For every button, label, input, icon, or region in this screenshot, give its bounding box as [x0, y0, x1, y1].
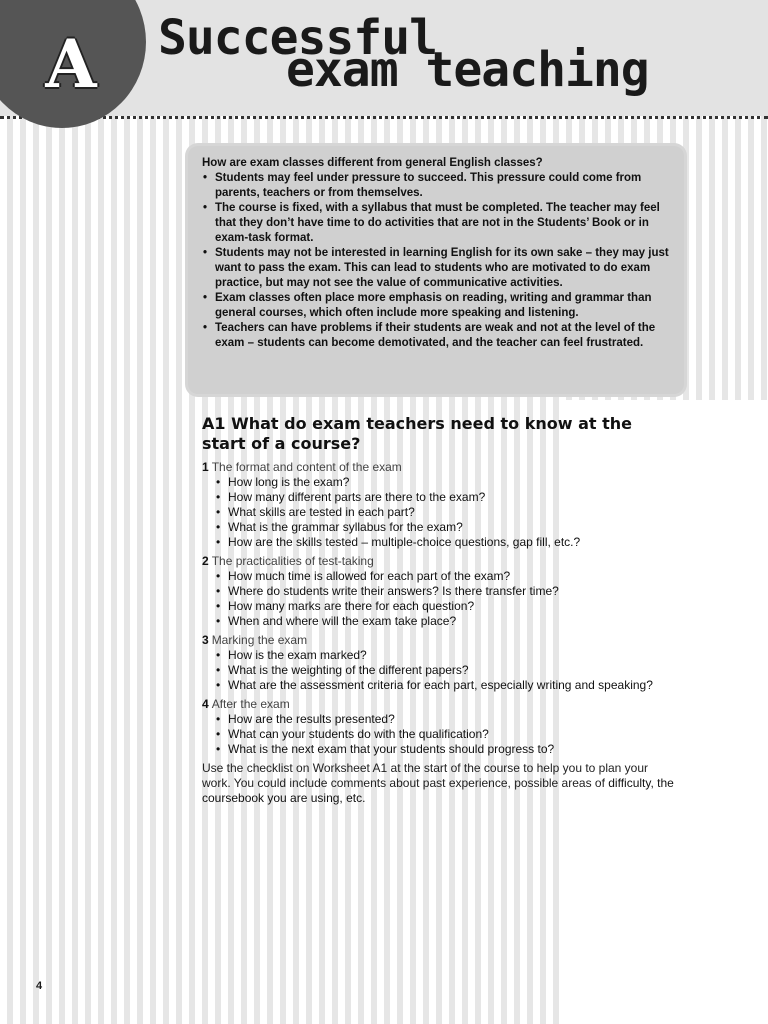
page-title-line1: Successful [158, 10, 437, 66]
question-item: • What are the assessment criteria for each part, especially writing and speaking? [202, 678, 676, 693]
question-item: • What is the weighting of the different papers? [202, 663, 676, 678]
question-list [202, 569, 676, 629]
intro-bullet-list [202, 171, 672, 351]
question-item: • How much time is allowed for each part of the exam? [202, 569, 676, 584]
group-title-text: After the exam [211, 697, 290, 711]
intro-bullet: • The course is fixed, with a syllabus that must be completed. The teacher may feel that they don’t have time to do activities that are not in the Students’ Book or in exam-task format. [202, 201, 672, 246]
group-number: 4 [202, 697, 209, 711]
main-content [202, 414, 676, 806]
group-title [202, 633, 676, 648]
intro-bullet: • Exam classes often place more emphasis on reading, writing and grammar than general courses, which often include more speaking and listening. [202, 291, 672, 321]
question-list [202, 712, 676, 757]
page-number: 4 [36, 980, 43, 992]
group-title-text: The practicalities of test-taking [211, 554, 374, 568]
question-item: • What skills are tested in each part? [202, 505, 676, 520]
group-number: 1 [202, 460, 209, 474]
group-number: 3 [202, 633, 209, 647]
question-item: • What is the grammar syllabus for the exam? [202, 520, 676, 535]
intro-box-content [202, 156, 672, 351]
closing-text-end: difficulty, the coursebook you are using, etc. [202, 776, 674, 805]
question-item: • When and where will the exam take place? [202, 614, 676, 629]
intro-bullet: • Teachers can have problems if their students are weak and not at the level of the exam – students can become demotivated, and the teacher can feel frustrated. [202, 321, 672, 351]
intro-bullet: • Students may feel under pressure to succeed. This pressure could come from parents, teachers or from themselves. [202, 171, 672, 201]
closing-paragraph [202, 761, 676, 806]
closing-text: Use the checklist on Worksheet A1 at the start of the course to help you to plan your work. You could include comments about past experience, possible areas of [202, 761, 649, 790]
group-title [202, 460, 676, 475]
question-item: • How are the skills tested – multiple-choice questions, gap fill, etc.? [202, 535, 676, 550]
question-list [202, 648, 676, 693]
intro-bullet: • Students may not be interested in learning English for its own sake – they may just want to pass the exam. This can lead to students who are motivated to do exam practice, but may not see the value of communicative activities. [202, 246, 672, 291]
question-item: • How many marks are there for each question? [202, 599, 676, 614]
dotted-divider [0, 116, 768, 119]
group-title [202, 697, 676, 712]
intro-question: How are exam classes different from general English classes? [202, 157, 543, 169]
group-number: 2 [202, 554, 209, 568]
question-item: • Where do students write their answers? Is there transfer time? [202, 584, 676, 599]
group-title [202, 554, 676, 569]
section-heading: A1 What do exam teachers need to know at the start of a course? [202, 414, 632, 453]
question-item: • What can your students do with the qualification? [202, 727, 676, 742]
question-item: • How are the results presented? [202, 712, 676, 727]
question-list [202, 475, 676, 550]
section-letter: A [45, 25, 97, 103]
question-item: • How long is the exam? [202, 475, 676, 490]
question-item: • How many different parts are there to the exam? [202, 490, 676, 505]
question-item: • What is the next exam that your students should progress to? [202, 742, 676, 757]
page-title-line2: exam teaching [286, 42, 649, 98]
group-title-text: The format and content of the exam [211, 460, 402, 474]
group-title-text: Marking the exam [211, 633, 308, 647]
question-item: • How is the exam marked? [202, 648, 676, 663]
